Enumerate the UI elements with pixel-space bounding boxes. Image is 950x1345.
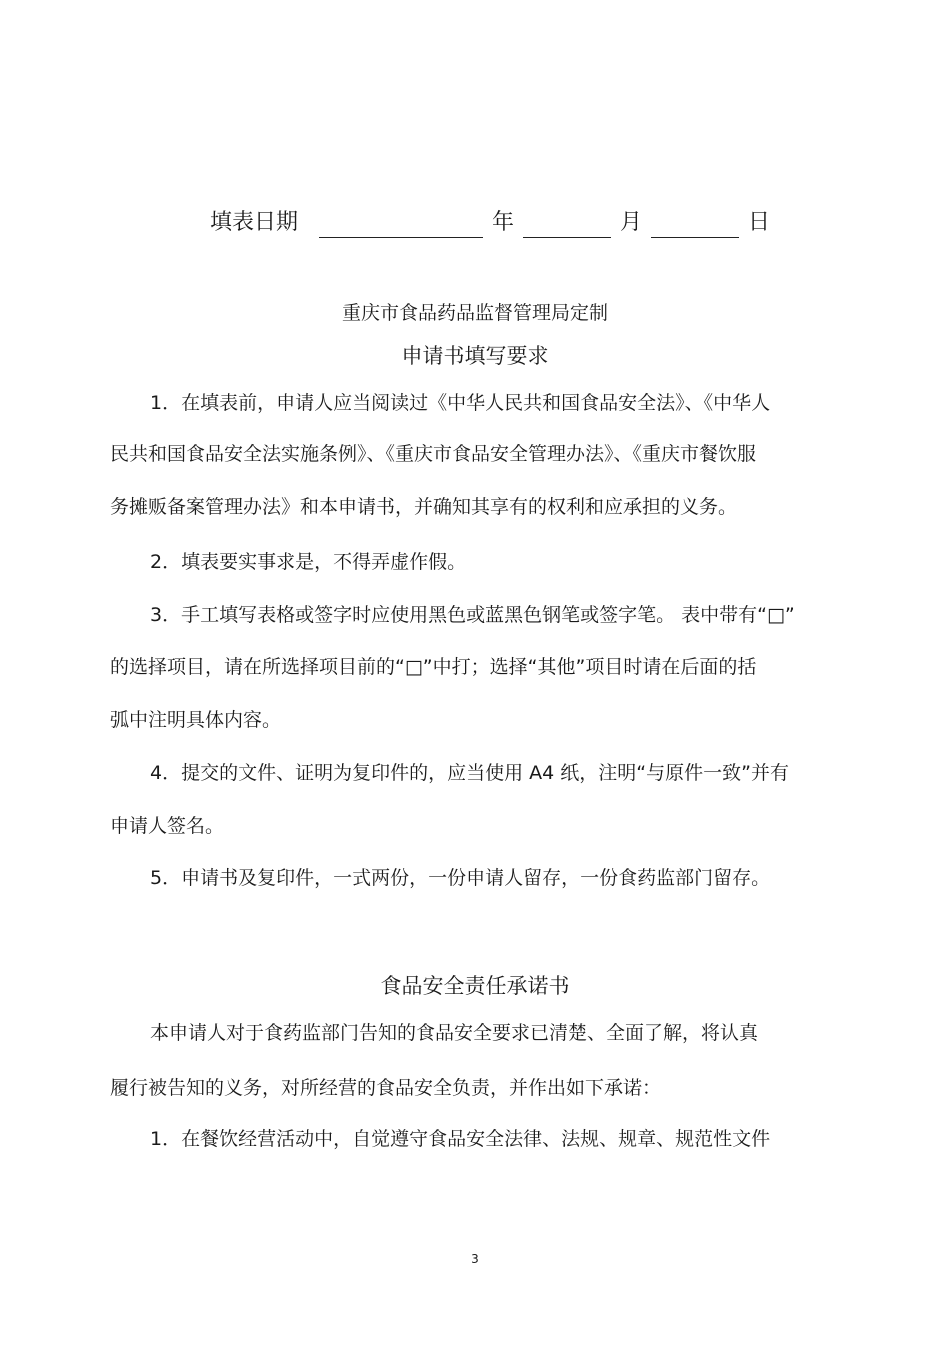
requirement-line: 务摊贩备案管理办法》和本申请书，并确知其享有的权利和应承担的义务。: [110, 496, 738, 518]
requirement-line: 弧中注明具体内容。: [110, 709, 282, 731]
requirement-line: 民共和国食品安全法实施条例》、《重庆市食品安全管理办法》、《重庆市餐饮服: [110, 443, 757, 465]
page-number: 3: [471, 1252, 479, 1266]
commitment-line: 1．在餐饮经营活动中，自觉遵守食品安全法律、法规、规章、规范性文件: [150, 1128, 771, 1150]
day-label: 日: [748, 210, 771, 235]
fill-date-label: 填表日期: [210, 210, 299, 235]
fill-date-row: [210, 208, 770, 238]
requirement-line: 2．填表要实事求是，不得弄虚作假。: [150, 551, 467, 573]
requirement-line: 5．申请书及复印件，一式两份，一份申请人留存，一份食药监部门留存。: [150, 867, 771, 889]
year-blank[interactable]: [319, 213, 483, 238]
issuer-line: 重庆市食品药品监督管理局定制: [341, 302, 608, 324]
month-blank[interactable]: [523, 213, 611, 238]
day-blank[interactable]: [651, 213, 739, 238]
year-label: 年: [492, 210, 515, 235]
month-label: 月: [620, 210, 643, 235]
requirement-line: 4．提交的文件、证明为复印件的，应当使用 A4 纸，注明“与原件一致”并有: [150, 762, 789, 784]
requirement-line: 申请人签名。: [110, 815, 225, 837]
commitment-line: 本申请人对于食药监部门告知的食品安全要求已清楚、全面了解，将认真: [150, 1022, 759, 1044]
requirements-title: 申请书填写要求: [401, 344, 549, 368]
commitment-line: 履行被告知的义务，对所经营的食品安全负责，并作出如下承诺：: [110, 1077, 662, 1099]
requirement-line: 1．在填表前，申请人应当阅读过《中华人民共和国食品安全法》、《中华人: [150, 392, 771, 414]
commitment-title: 食品安全责任承诺书: [380, 974, 570, 998]
requirement-line: 的选择项目，请在所选择项目前的“□”中打；选择“其他”项目时请在后面的括: [110, 656, 757, 678]
requirement-line: 3．手工填写表格或签字时应使用黑色或蓝黑色钢笔或签字笔。 表中带有“□”: [150, 604, 795, 626]
